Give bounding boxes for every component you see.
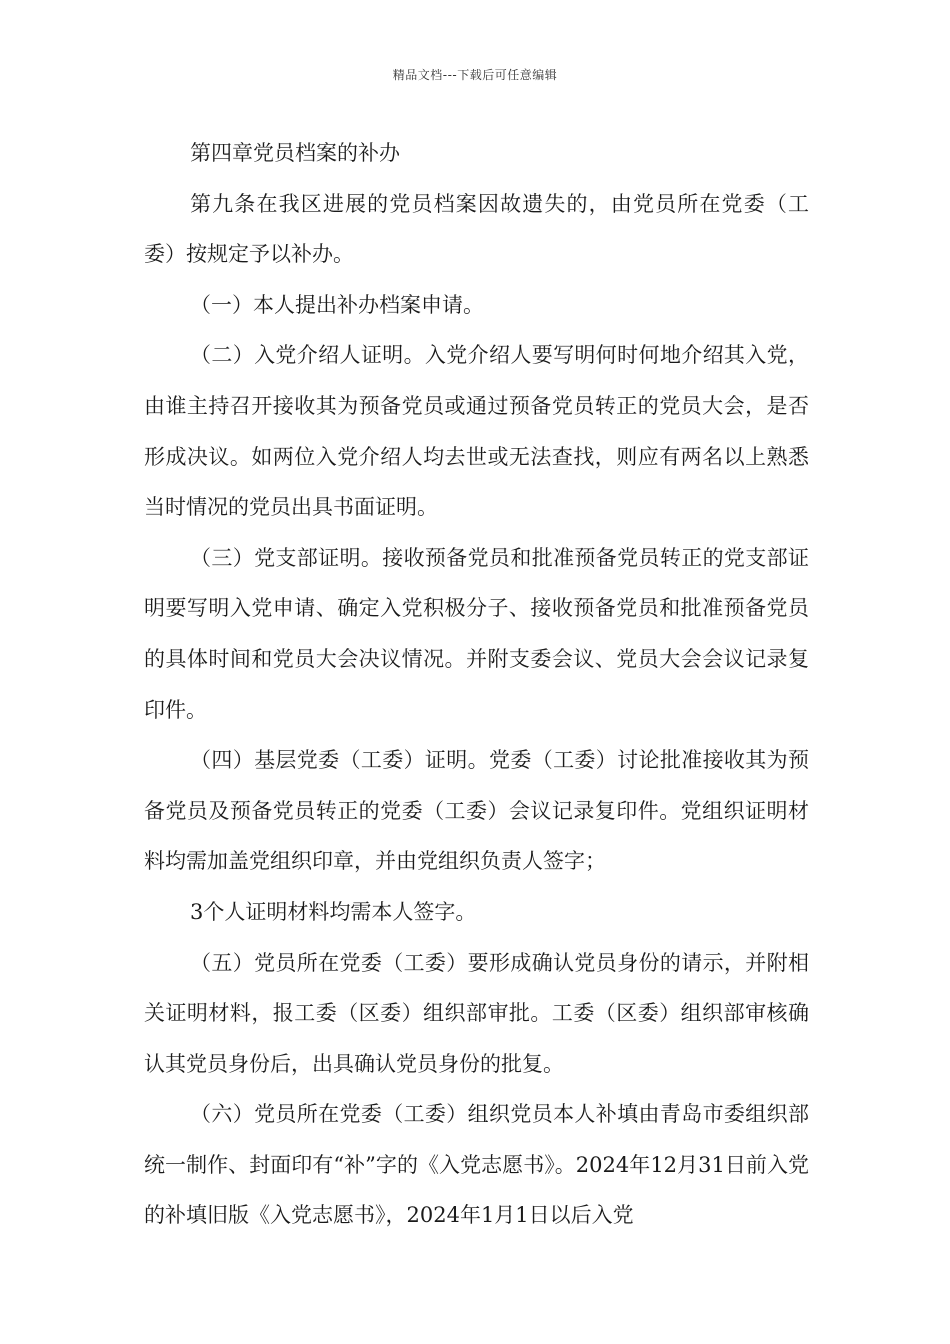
item-three-paragraph: （三）党支部证明。接收预备党员和批准预备党员转正的党支部证明要写明入党申请、确定入党积极分子、接收预备党员和批准预备党员的具体时间和党员大会决议情况。并附支委会议、党员大会会议记录复印件。 [144, 545, 809, 722]
item-two-paragraph: （二）入党介绍人证明。入党介绍人要写明何时何地介绍其入党，由谁主持召开接收其为预备党员或通过预备党员转正的党员大会，是否形成决议。如两位入党介绍人均去世或无法查找，则应有两名以上熟悉当时情况的党员出具书面证明。 [144, 343, 809, 520]
chapter-heading: 第四章党员档案的补办 [190, 141, 400, 165]
item-one-paragraph: （一）本人提出补办档案申请。 [190, 292, 484, 317]
item-six-paragraph: （六）党员所在党委（工委）组织党员本人补填由青岛市委组织部统一制作、封面印有“补”字的《入党志愿书》。2024年12月31日前入党的补填旧版《入党志愿书》，2024年1月1日以后入党 [144, 1102, 809, 1228]
item-five-paragraph: （五）党员所在党委（工委）要形成确认党员身份的请示，并附相关证明材料，报工委（区委）组织部审批。工委（区委）组织部审核确认其党员身份后，出具确认党员身份的批复。 [144, 950, 809, 1076]
page-header: 精品文档---下载后可任意编辑 [392, 68, 558, 82]
item-four-paragraph: （四）基层党委（工委）证明。党委（工委）讨论批准接收其为预备党员及预备党员转正的党委（工委）会议记录复印件。党组织证明材料均需加盖党组织印章，并由党组织负责人签字； [144, 748, 809, 874]
document-body [144, 128, 809, 1241]
article-nine-paragraph: 第九条在我区进展的党员档案因故遗失的，由党员所在党委（工委）按规定予以补办。 [144, 191, 809, 267]
signature-note-paragraph: 3个人证明材料均需本人签字。 [190, 899, 477, 924]
